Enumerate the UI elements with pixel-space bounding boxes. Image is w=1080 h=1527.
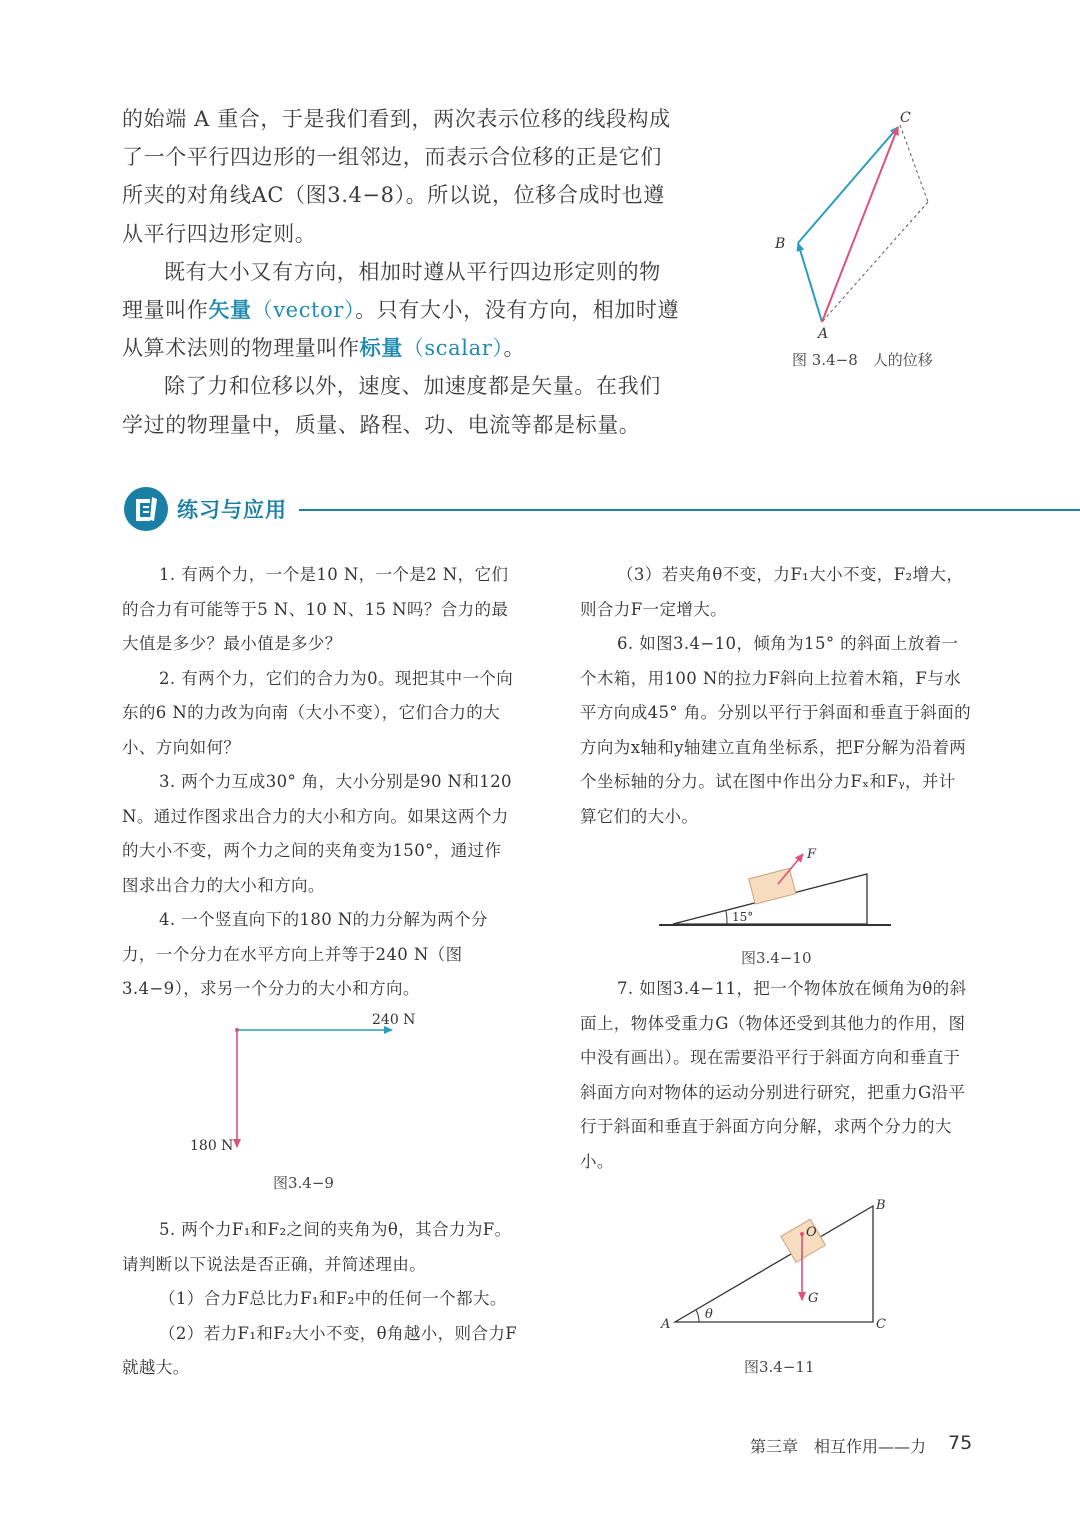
exercise-q7: 7. 如图3.4−11，把一个物体放在倾角为θ的斜面上，物体受重力G（物体还受到其他力的作用，图中没有画出）。现在需要沿平行于斜面方向和垂直于斜面方向对物体的运动分别进行研究，把重力G沿平行于斜面和垂直于斜面方向分解，求两个分力的大小。	[580, 979, 967, 1171]
exercise-q4: 4. 一个竖直向下的180 N的力分解为两个分力，一个分力在水平方向上并等于240 N（图3.4−9），求另一个分力的大小和方向。	[122, 910, 488, 998]
figure-3-4-9	[180, 1005, 420, 1155]
exercises-right-column	[580, 558, 972, 834]
resultant-ac-arrow	[822, 127, 898, 322]
fig3411-label-g: G	[808, 1291, 819, 1306]
book-pencil-icon	[124, 487, 168, 531]
section-title: 练习与应用	[177, 498, 287, 522]
exercise-q2: 2. 有两个力，它们的合力为0。现把其中一个向东的6 N的力改为向南（大小不变），它们合力的大小、方向如何？	[122, 668, 514, 757]
intro-p2-part-a: 既有大小又有方向，相加时遵从平行四边形定则的物理量叫作	[122, 259, 661, 323]
keyword-vector-en: （vector）	[251, 298, 356, 323]
parallelogram-dashed-side-1	[900, 125, 928, 202]
exercise-q3: 3. 两个力互成30° 角，大小分别是90 N和120 N。通过作图求出合力的大小和方向。如果这两个力的大小不变，两个力之间的夹角变为150°，通过作图求出合力的大小和方向。	[122, 772, 512, 895]
keyword-scalar-en: （scalar）	[402, 336, 504, 361]
section-divider	[299, 509, 1080, 511]
chapter-footer: 第三章 相互作用——力	[750, 1437, 927, 1456]
fig3410-label-f: F	[807, 847, 817, 862]
exercises-right-column-lower	[580, 972, 972, 1179]
keyword-vector: 矢量	[208, 297, 252, 323]
exercise-q5-item-3: （3）若夹角θ不变，力F₁大小不变，F₂增大，则合力F一定增大。	[580, 565, 964, 619]
fig348-label-a: A	[818, 326, 829, 342]
intro-paragraph-3	[122, 367, 682, 443]
fig348-caption: 图 3.4−8 人的位移	[792, 351, 933, 369]
fig3411-label-b: B	[876, 1198, 886, 1213]
fig3411-label-theta: θ	[705, 1307, 713, 1322]
keyword-scalar: 标量	[359, 335, 403, 361]
fig3410-label-angle: 15°	[732, 910, 754, 924]
intro-paragraph-1	[122, 100, 682, 253]
exercise-q6: 6. 如图3.4−10，倾角为15° 的斜面上放着一个木箱，用100 N的拉力F斜向上拉着木箱，F与水平方向成45° 角。分别以平行于斜面和垂直于斜面的方向为x轴和y轴建立直角坐标系，把F分解为沿着两个坐标轴的分力。试在图中作出分力Fₓ和Fᵧ，并计算它们的大小。	[580, 634, 971, 826]
exercise-q1: 1. 有两个力，一个是10 N，一个是2 N，它们的合力有可能等于5 N、10 N、15 N吗？合力的最大值是多少？最小值是多少？	[122, 565, 509, 653]
intro-text	[122, 100, 682, 444]
fig3411-label-a: A	[661, 1317, 671, 1332]
exercise-q5-item-2: （2）若力F₁和F₂大小不变，θ角越小，则合力F就越大。	[122, 1323, 518, 1377]
intro-p2-part-c: 。	[503, 336, 526, 361]
exercise-q5-intro: 5. 两个力F₁和F₂之间的夹角为θ，其合力为F。请判断以下说法是否正确，并简述理由。	[122, 1220, 512, 1274]
displacement-bc-arrow	[798, 127, 898, 243]
exercise-q5-item-1: （1）合力F总比力F₁和F₂中的任何一个都大。	[159, 1289, 507, 1308]
displacement-ab-arrow	[798, 243, 822, 322]
parallelogram-dashed-side-2	[822, 202, 928, 322]
intro-paragraph-2	[122, 253, 682, 368]
fig349-label-180n: 180 N	[190, 1138, 234, 1154]
figure-3-4-10	[655, 840, 895, 935]
figure-3-4-11	[655, 1192, 895, 1337]
fig349-caption: 图3.4−9	[273, 1174, 334, 1192]
fig348-label-c: C	[900, 110, 911, 126]
figure-3-4-8	[760, 105, 960, 345]
exercises-left-column-lower	[122, 1213, 518, 1386]
exercises-left-column	[122, 558, 518, 1007]
exercise-section-icon	[124, 487, 168, 531]
intro-p2-part-b: 。只有大小，没有方向，相加时遵从算术法则的物理量叫作	[122, 298, 680, 361]
intro-p1-text: 的始端 A 重合，于是我们看到，两次表示位移的线段构成了一个平行四边形的一组邻边，而表示合位移的正是它们所夹的对角线AC（图3.4−8）。所以说，位移合成时也遵从平行四边形定则。	[122, 107, 671, 246]
intro-p3-text: 除了力和位移以外，速度、加速度都是矢量。在我们学过的物理量中，质量、路程、功、电流等都是标量。	[122, 374, 661, 437]
fig3411-incline-triangle	[675, 1206, 873, 1322]
fig3411-label-o: O	[806, 1225, 817, 1240]
fig3411-label-c: C	[876, 1317, 886, 1332]
fig3410-caption: 图3.4−10	[741, 949, 812, 967]
fig349-label-240n: 240 N	[372, 1012, 416, 1028]
fig348-label-b: B	[775, 236, 786, 252]
page-number: 75	[948, 1432, 973, 1454]
fig3411-caption: 图3.4−11	[744, 1358, 815, 1376]
